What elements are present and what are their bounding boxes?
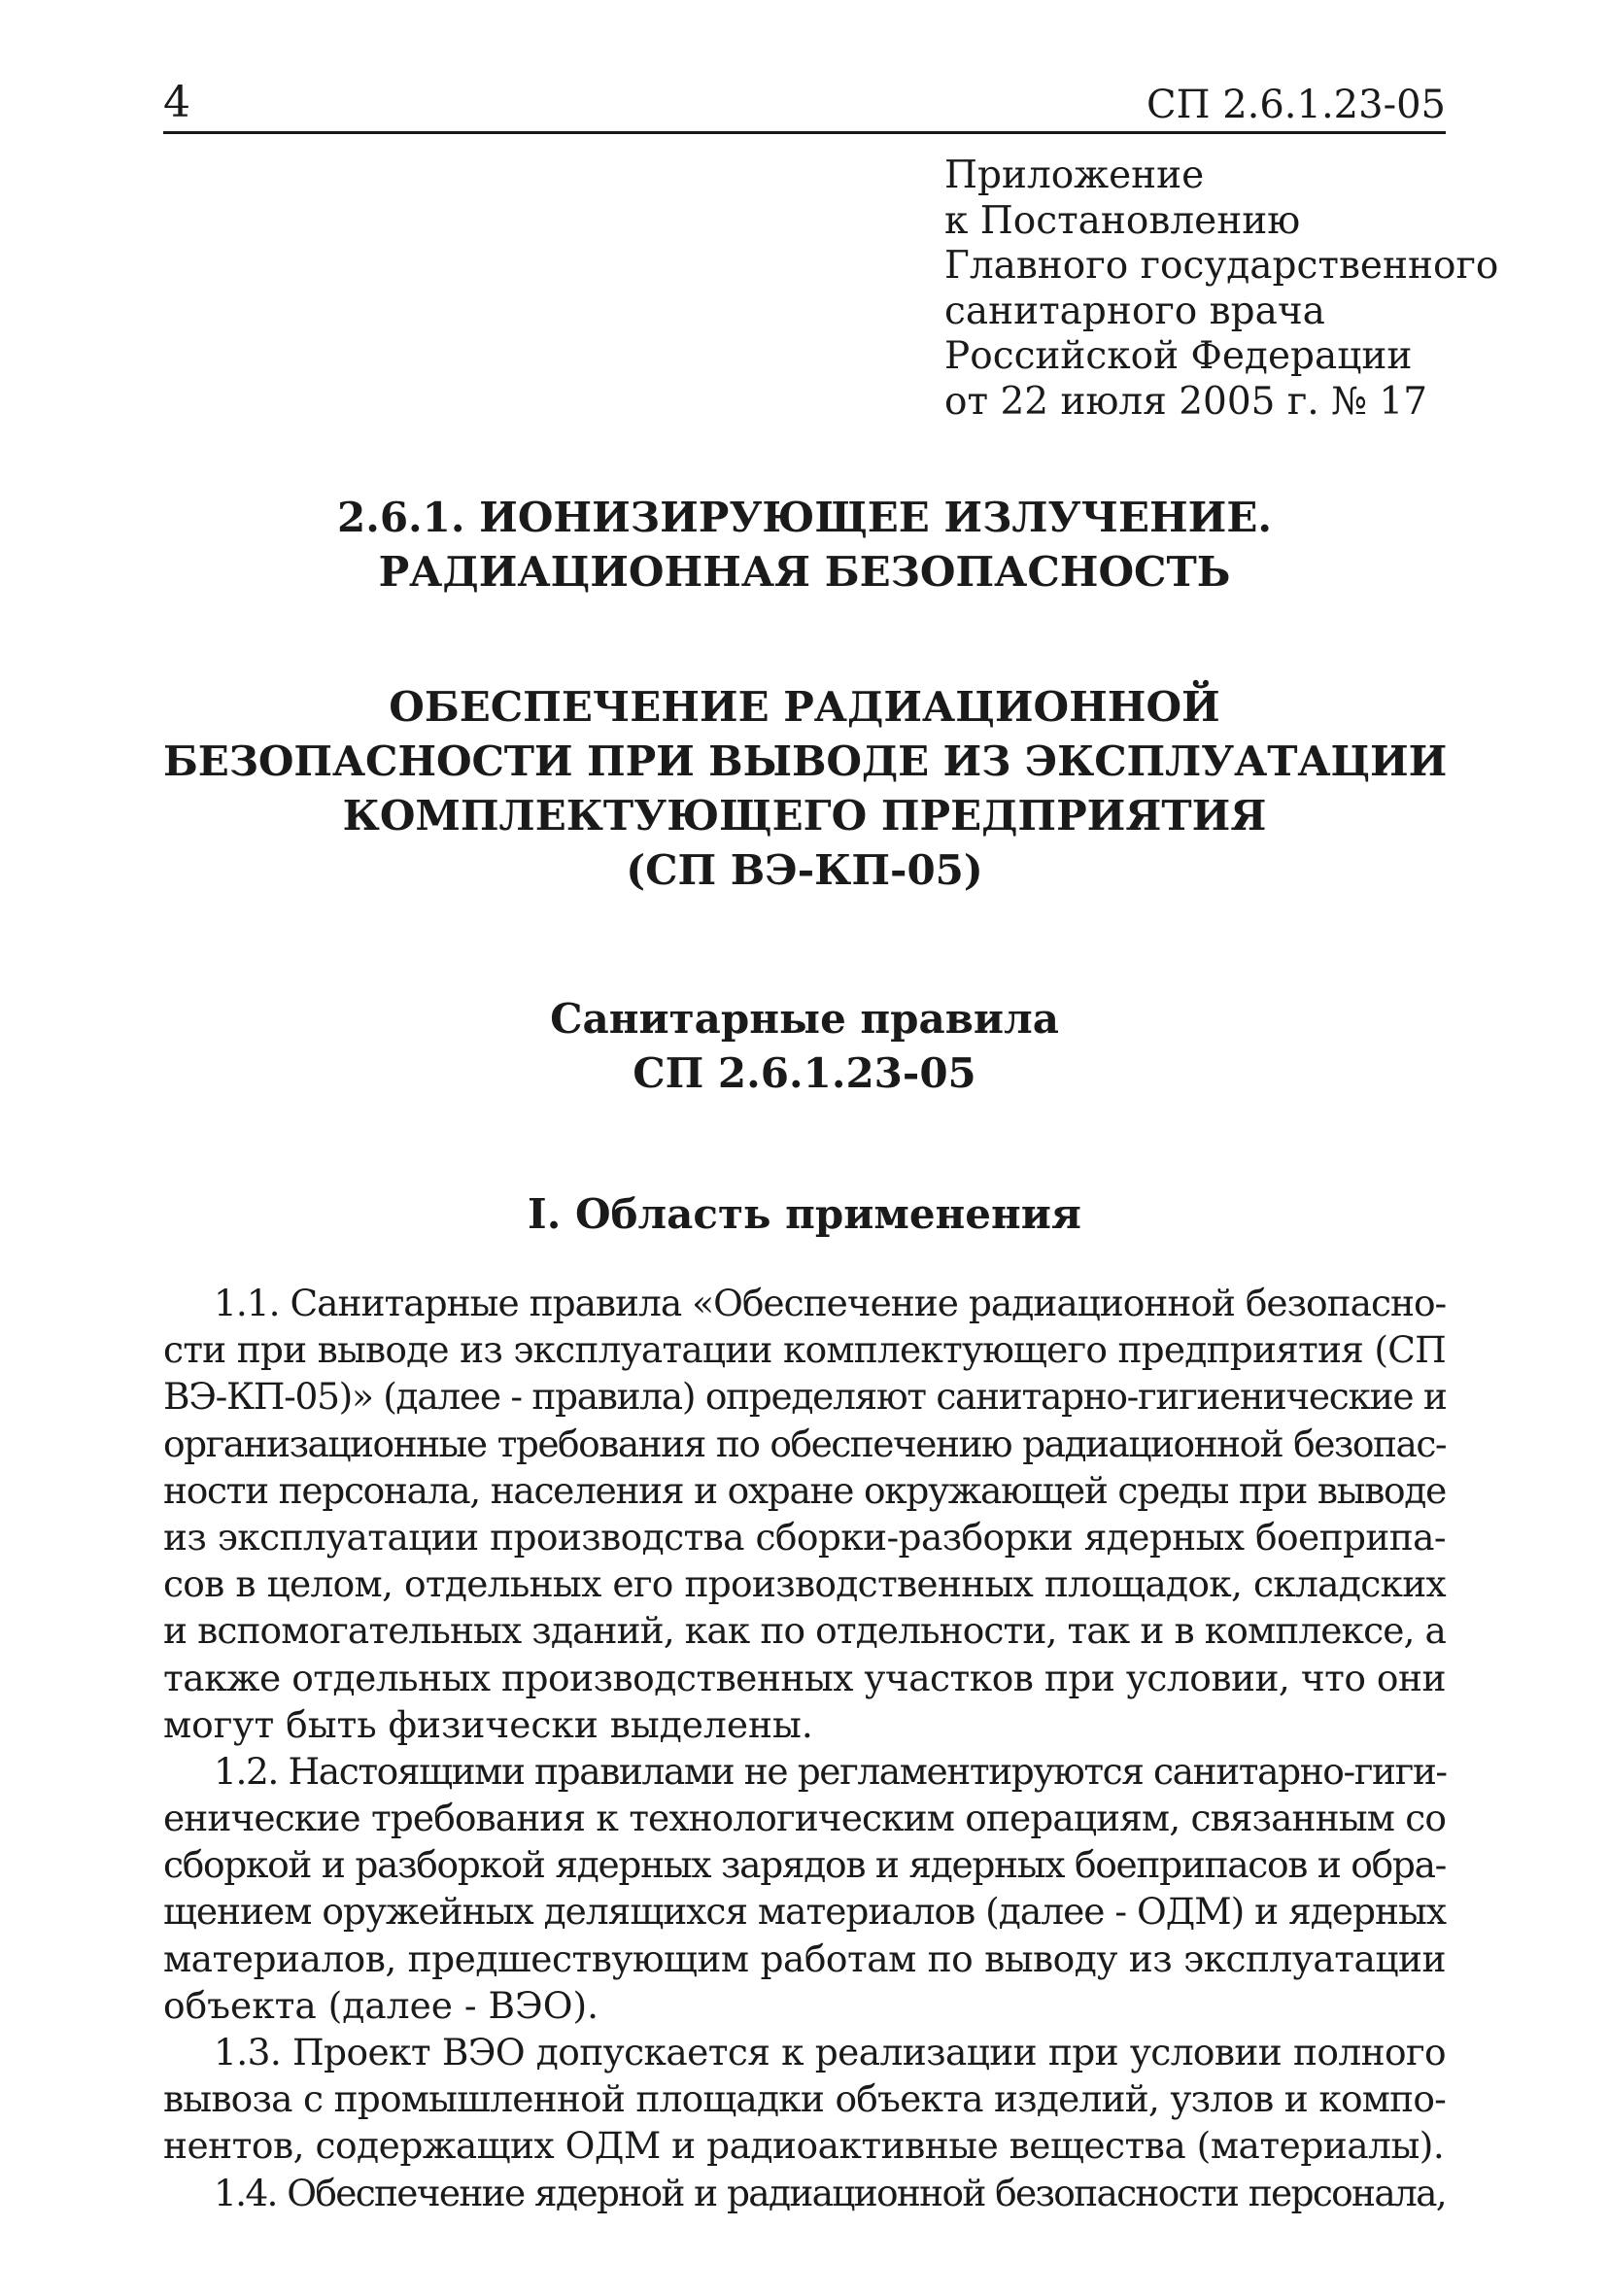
title-line: СП 2.6.1.23-05 xyxy=(633,1049,976,1097)
title-line: ОБЕСПЕЧЕНИЕ РАДИАЦИОННОЙ xyxy=(389,683,1220,731)
text-line: сов в целом, отдельных его производственных площадок, складских xyxy=(163,1562,1446,1606)
text-line: ности персонала, населения и охране окружающей среды при выводе xyxy=(163,1468,1446,1512)
title-line: 2.6.1. ИОНИЗИРУЮЩЕЕ ИЗЛУЧЕНИЕ. xyxy=(336,494,1272,541)
appendix-line: Российской Федерации xyxy=(944,334,1413,378)
text-line: нентов, содержащих ОДМ и радиоактивные вещества (материалы). xyxy=(163,2124,1445,2168)
appendix-line: Приложение xyxy=(944,154,1205,197)
document-title xyxy=(163,680,1446,898)
appendix-line: санитарного врача xyxy=(944,289,1325,333)
document-code: СП 2.6.1.23-05 xyxy=(1146,83,1446,127)
appendix-line: к Постановлению xyxy=(944,198,1301,243)
body-text xyxy=(163,1280,1446,2216)
text-line: вывоза с промышленной площадки объекта изделий, узлов и компо- xyxy=(163,2077,1446,2121)
header-rule xyxy=(163,131,1446,134)
text-line: объекта (далее - ВЭО). xyxy=(163,1983,599,2027)
text-line: материалов, предшествующим работам по выводу из эксплуатации xyxy=(163,1936,1446,1980)
text-line: организационные требования по обеспечению радиационной безопас- xyxy=(163,1422,1446,1465)
text-line: 1.1. Санитарные правила «Обеспечение радиационной безопасно- xyxy=(214,1282,1447,1324)
text-line: сти при выводе из эксплуатации комплектующего предприятия (СП xyxy=(163,1328,1446,1372)
appendix-line: Главного государственного xyxy=(944,244,1499,288)
page-number: 4 xyxy=(163,78,190,127)
title-line: РАДИАЦИОННАЯ БЕЗОПАСНОСТЬ xyxy=(378,548,1231,596)
rules-title xyxy=(163,992,1446,1101)
text-line: енические требования к технологическим операциям, связанным со xyxy=(163,1797,1446,1840)
page-header xyxy=(163,76,1446,134)
text-line: 1.2. Настоящими правилами не регламентируются санитарно-гиги- xyxy=(214,1749,1447,1793)
section-heading: I. Область применения xyxy=(528,1190,1081,1238)
title-line: (СП ВЭ-КП-05) xyxy=(626,846,983,894)
text-line: щением оружейных делящихся материалов (далее - ОДМ) и ядерных xyxy=(163,1890,1446,1934)
text-line: из эксплуатации производства сборки-разборки ядерных боеприпа- xyxy=(163,1515,1446,1559)
text-line: и вспомогательных зданий, как по отдельности, так и в комплексе, а xyxy=(163,1609,1446,1653)
title-line: КОМПЛЕКТУЮЩЕГО ПРЕДПРИЯТИЯ xyxy=(342,792,1267,840)
text-line: 1.4. Обеспечение ядерной и радиационной безопасности персонала, xyxy=(214,2171,1446,2214)
title-line: Санитарные правила xyxy=(550,995,1059,1043)
appendix-note xyxy=(944,154,1498,425)
text-line: могут быть физически выделены. xyxy=(163,1702,813,1746)
text-line: 1.3. Проект ВЭО допускается к реализации при условии полного xyxy=(214,2031,1446,2073)
text-line: сборкой и разборкой ядерных зарядов и ядерных боеприпасов и обра- xyxy=(163,1843,1446,1887)
title-line: БЕЗОПАСНОСТИ ПРИ ВЫВОДЕ ИЗ ЭКСПЛУАТАЦИИ xyxy=(163,737,1448,785)
appendix-line: от 22 июля 2005 г. № 17 xyxy=(944,379,1428,424)
category-title xyxy=(163,491,1446,600)
text-line: ВЭ-КП-05)» (далее - правила) определяют санитарно-гигиенические и xyxy=(163,1375,1447,1419)
text-line: также отдельных производственных участков при условии, что они xyxy=(163,1656,1446,1699)
